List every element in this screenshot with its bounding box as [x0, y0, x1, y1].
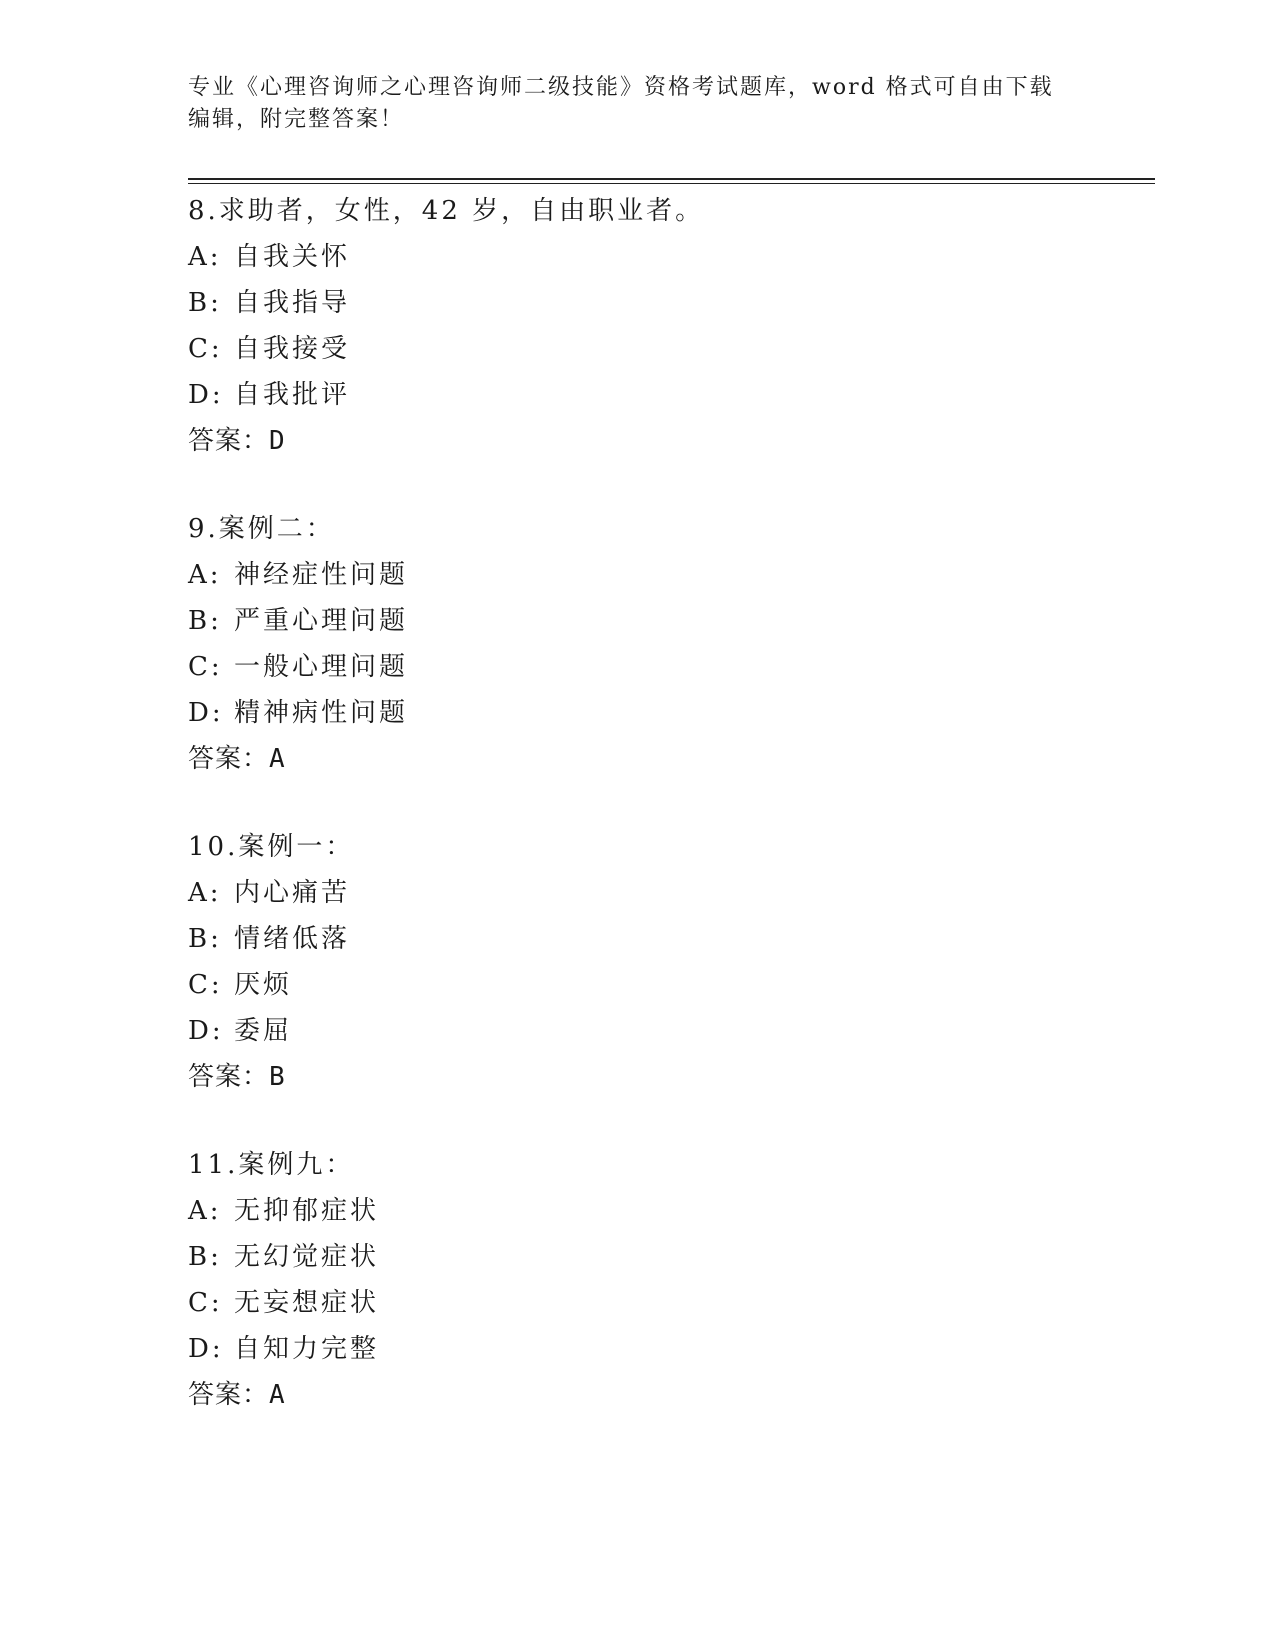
option-key: B:	[188, 1242, 222, 1272]
option-a	[188, 234, 1088, 280]
question-stem: 8.求助者，女性，42 岁，自由职业者。	[188, 196, 705, 226]
option-text: 无妄想症状	[234, 1288, 380, 1318]
document-header	[188, 72, 1068, 136]
option-key: A:	[188, 242, 222, 272]
option-text: 自我指导	[234, 288, 351, 318]
option-d	[188, 372, 1088, 418]
header-rule-thin	[188, 183, 1155, 184]
option-text: 内心痛苦	[234, 878, 351, 908]
option-c	[188, 644, 1088, 690]
option-text: 自我接受	[234, 334, 351, 364]
option-text: 一般心理问题	[234, 652, 409, 682]
option-text: 委屈	[234, 1016, 293, 1046]
header-rule-thick	[188, 178, 1155, 180]
question-item	[188, 1142, 1088, 1418]
option-a	[188, 870, 1088, 916]
option-key: B:	[188, 288, 222, 318]
answer-line: 答案：B	[188, 1062, 286, 1092]
option-text: 精神病性问题	[234, 698, 409, 728]
header-line-2: 编辑，附完整答案！	[188, 107, 405, 132]
question-item	[188, 188, 1088, 464]
option-d	[188, 1008, 1088, 1054]
option-text: 无幻觉症状	[234, 1242, 380, 1272]
option-key: D:	[188, 380, 224, 410]
option-c	[188, 962, 1088, 1008]
option-d	[188, 690, 1088, 736]
option-text: 情绪低落	[234, 924, 351, 954]
option-key: B:	[188, 924, 222, 954]
option-b	[188, 598, 1088, 644]
question-item	[188, 506, 1088, 782]
question-stem: 10.案例一：	[188, 832, 355, 862]
header-line-1: 专业《心理咨询师之心理咨询师二级技能》资格考试题库，word 格式可自由下载	[188, 75, 1054, 100]
option-key: C:	[188, 652, 223, 682]
option-key: D:	[188, 698, 224, 728]
option-d	[188, 1326, 1088, 1372]
answer-line: 答案：A	[188, 744, 286, 774]
option-b	[188, 1234, 1088, 1280]
option-b	[188, 916, 1088, 962]
option-key: C:	[188, 970, 223, 1000]
answer-line: 答案：A	[188, 1380, 286, 1410]
option-text: 神经症性问题	[234, 560, 409, 590]
option-text: 严重心理问题	[234, 606, 409, 636]
option-key: B:	[188, 606, 222, 636]
option-text: 厌烦	[234, 970, 293, 1000]
option-a	[188, 1188, 1088, 1234]
option-key: A:	[188, 560, 222, 590]
question-item	[188, 824, 1088, 1100]
option-key: D:	[188, 1016, 224, 1046]
question-list	[188, 188, 1088, 1460]
option-key: C:	[188, 334, 223, 364]
option-key: D:	[188, 1334, 224, 1364]
option-c	[188, 1280, 1088, 1326]
option-a	[188, 552, 1088, 598]
option-text: 自我批评	[234, 380, 351, 410]
option-text: 自我关怀	[234, 242, 351, 272]
option-key: C:	[188, 1288, 223, 1318]
question-stem: 11.案例九：	[188, 1150, 355, 1180]
option-b	[188, 280, 1088, 326]
option-key: A:	[188, 1196, 222, 1226]
option-text: 无抑郁症状	[234, 1196, 380, 1226]
option-key: A:	[188, 878, 222, 908]
option-c	[188, 326, 1088, 372]
answer-line: 答案：D	[188, 426, 286, 456]
option-text: 自知力完整	[234, 1334, 380, 1364]
question-stem: 9.案例二：	[188, 514, 335, 544]
